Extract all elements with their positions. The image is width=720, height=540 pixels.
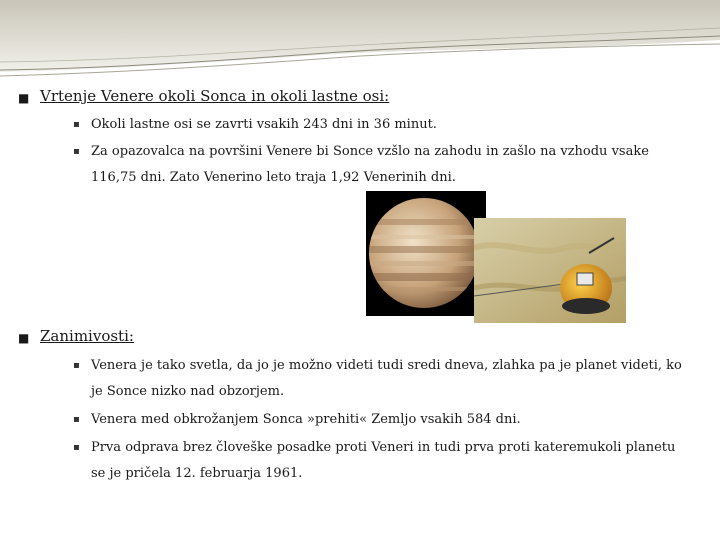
section-1-bullet-1 <box>73 112 691 138</box>
small-square-bullet-icon: ▪ <box>73 119 80 130</box>
section-2-bullet-2 <box>73 407 691 433</box>
section-2-bullet-1 <box>73 353 691 405</box>
square-bullet-icon: ■ <box>18 91 30 105</box>
bullet-text: Prva odprava brez človeške posadke proti Veneri in tudi prva proti kateremukoli planetu se je pričela 12. februarja 1961. <box>91 440 676 481</box>
space-probe-image <box>474 218 626 323</box>
small-square-bullet-icon: ▪ <box>73 442 80 453</box>
bullet-text: Venera med obkrožanjem Sonca »prehiti« Zemljo vsakih 584 dni. <box>91 412 521 427</box>
small-square-bullet-icon: ▪ <box>73 414 80 425</box>
section-1-heading-text: Vrtenje Venere okoli Sonca in okoli lastne osi: <box>40 87 390 105</box>
section-1-heading <box>18 86 390 106</box>
section-2-heading <box>18 326 134 346</box>
bullet-text: Za opazovalca na površini Venere bi Sonce vzšlo na zahodu in zašlo na vzhodu vsake 116,75 dni. Zato Venerino leto traja 1,92 Venerinih dni. <box>91 144 649 185</box>
header-decoration <box>0 0 720 80</box>
square-bullet-icon: ■ <box>18 331 30 345</box>
section-1-bullet-2 <box>73 139 691 191</box>
planet-image <box>366 191 486 316</box>
small-square-bullet-icon: ▪ <box>73 146 80 157</box>
bullet-text: Okoli lastne osi se zavrti vsakih 243 dni in 36 minut. <box>91 117 437 132</box>
bullet-text: Venera je tako svetla, da jo je možno videti tudi sredi dneva, zlahka pa je planet videti, ko je Sonce nizko nad obzorjem. <box>91 358 682 399</box>
section-2-bullet-3 <box>73 435 691 487</box>
small-square-bullet-icon: ▪ <box>73 360 80 371</box>
section-2-heading-text: Zanimivosti: <box>40 327 134 345</box>
